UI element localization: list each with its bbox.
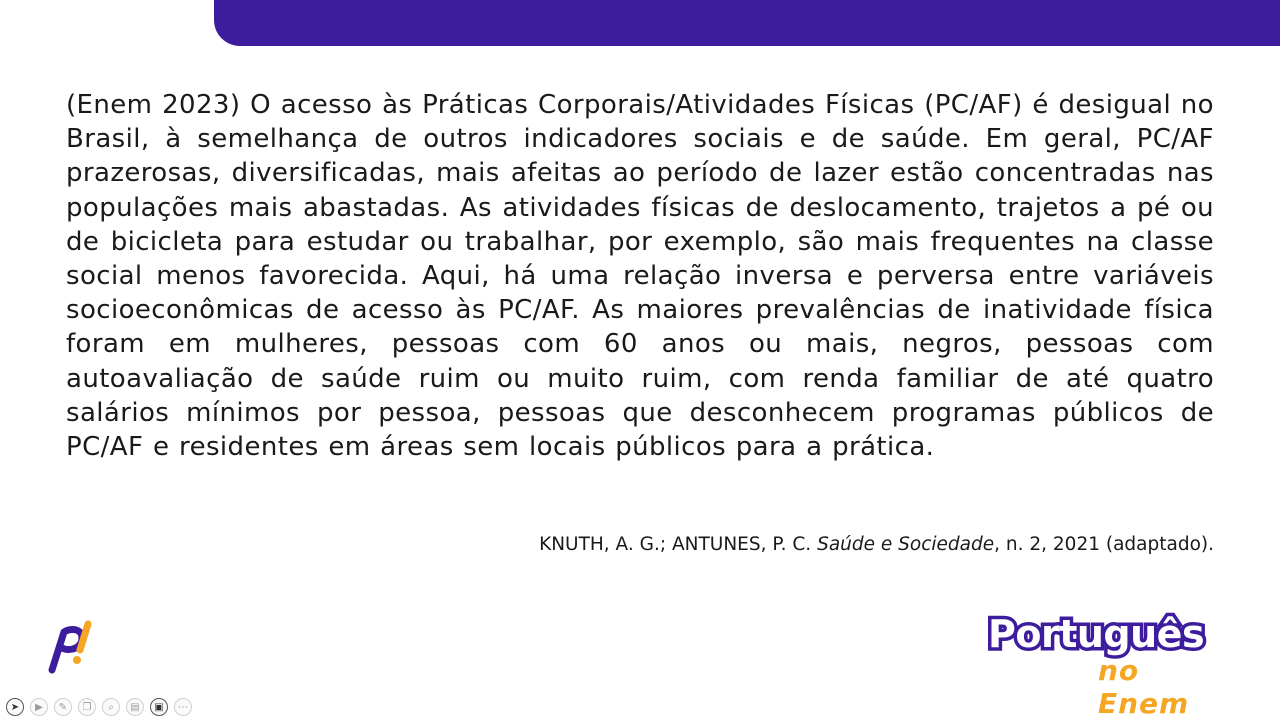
brand-subtitle: no Enem	[1098, 654, 1190, 720]
presentation-toolbar	[6, 698, 192, 716]
citation	[539, 534, 1214, 555]
zoom-icon[interactable]: ⌕	[102, 698, 120, 716]
citation-authors: KNUTH, A. G.; ANTUNES, P. C.	[539, 534, 818, 555]
header-bar	[214, 0, 1280, 46]
citation-details: , n. 2, 2021 (adaptado).	[994, 534, 1214, 555]
brand-logo	[988, 612, 1238, 720]
subtitles-icon[interactable]: ▤	[126, 698, 144, 716]
copy-icon[interactable]: ❐	[78, 698, 96, 716]
play-icon[interactable]: ▶	[30, 698, 48, 716]
pen-icon[interactable]: ✎	[54, 698, 72, 716]
camera-icon[interactable]: ▣	[150, 698, 168, 716]
question-text: (Enem 2023) O acesso às Práticas Corporais/Atividades Físicas (PC/AF) é desigual no Brasil, à semelhança de outros indicadores sociais e de saúde. Em geral, PC/AF prazerosas, diversificadas, mais afeitas ao período de lazer estão concentradas nas populações mais abastadas. As atividades físicas de deslocamento, trajetos a pé ou de bicicleta para estudar ou trabalhar, por exemplo, são mais frequentes na classe social menos favorecida. Aqui, há uma relação inversa e perversa entre variáveis socioeconômicas de acesso às PC/AF. As maiores prevalências de inatividade física foram em mulheres, pessoas com 60 anos ou mais, negros, pessoas com autoavaliação de saúde ruim ou muito ruim, com renda familiar de até quatro salários mínimos por pessoa, pessoas que desconhecem programas públicos de PC/AF e residentes em áreas sem locais públicos para a prática.	[66, 90, 1214, 463]
portugues-logo-icon	[42, 618, 98, 674]
pointer-icon[interactable]: ➤	[6, 698, 24, 716]
citation-journal: Saúde e Sociedade	[817, 534, 995, 555]
more-icon[interactable]: ⋯	[174, 698, 192, 716]
brand-word: Português	[988, 612, 1205, 656]
